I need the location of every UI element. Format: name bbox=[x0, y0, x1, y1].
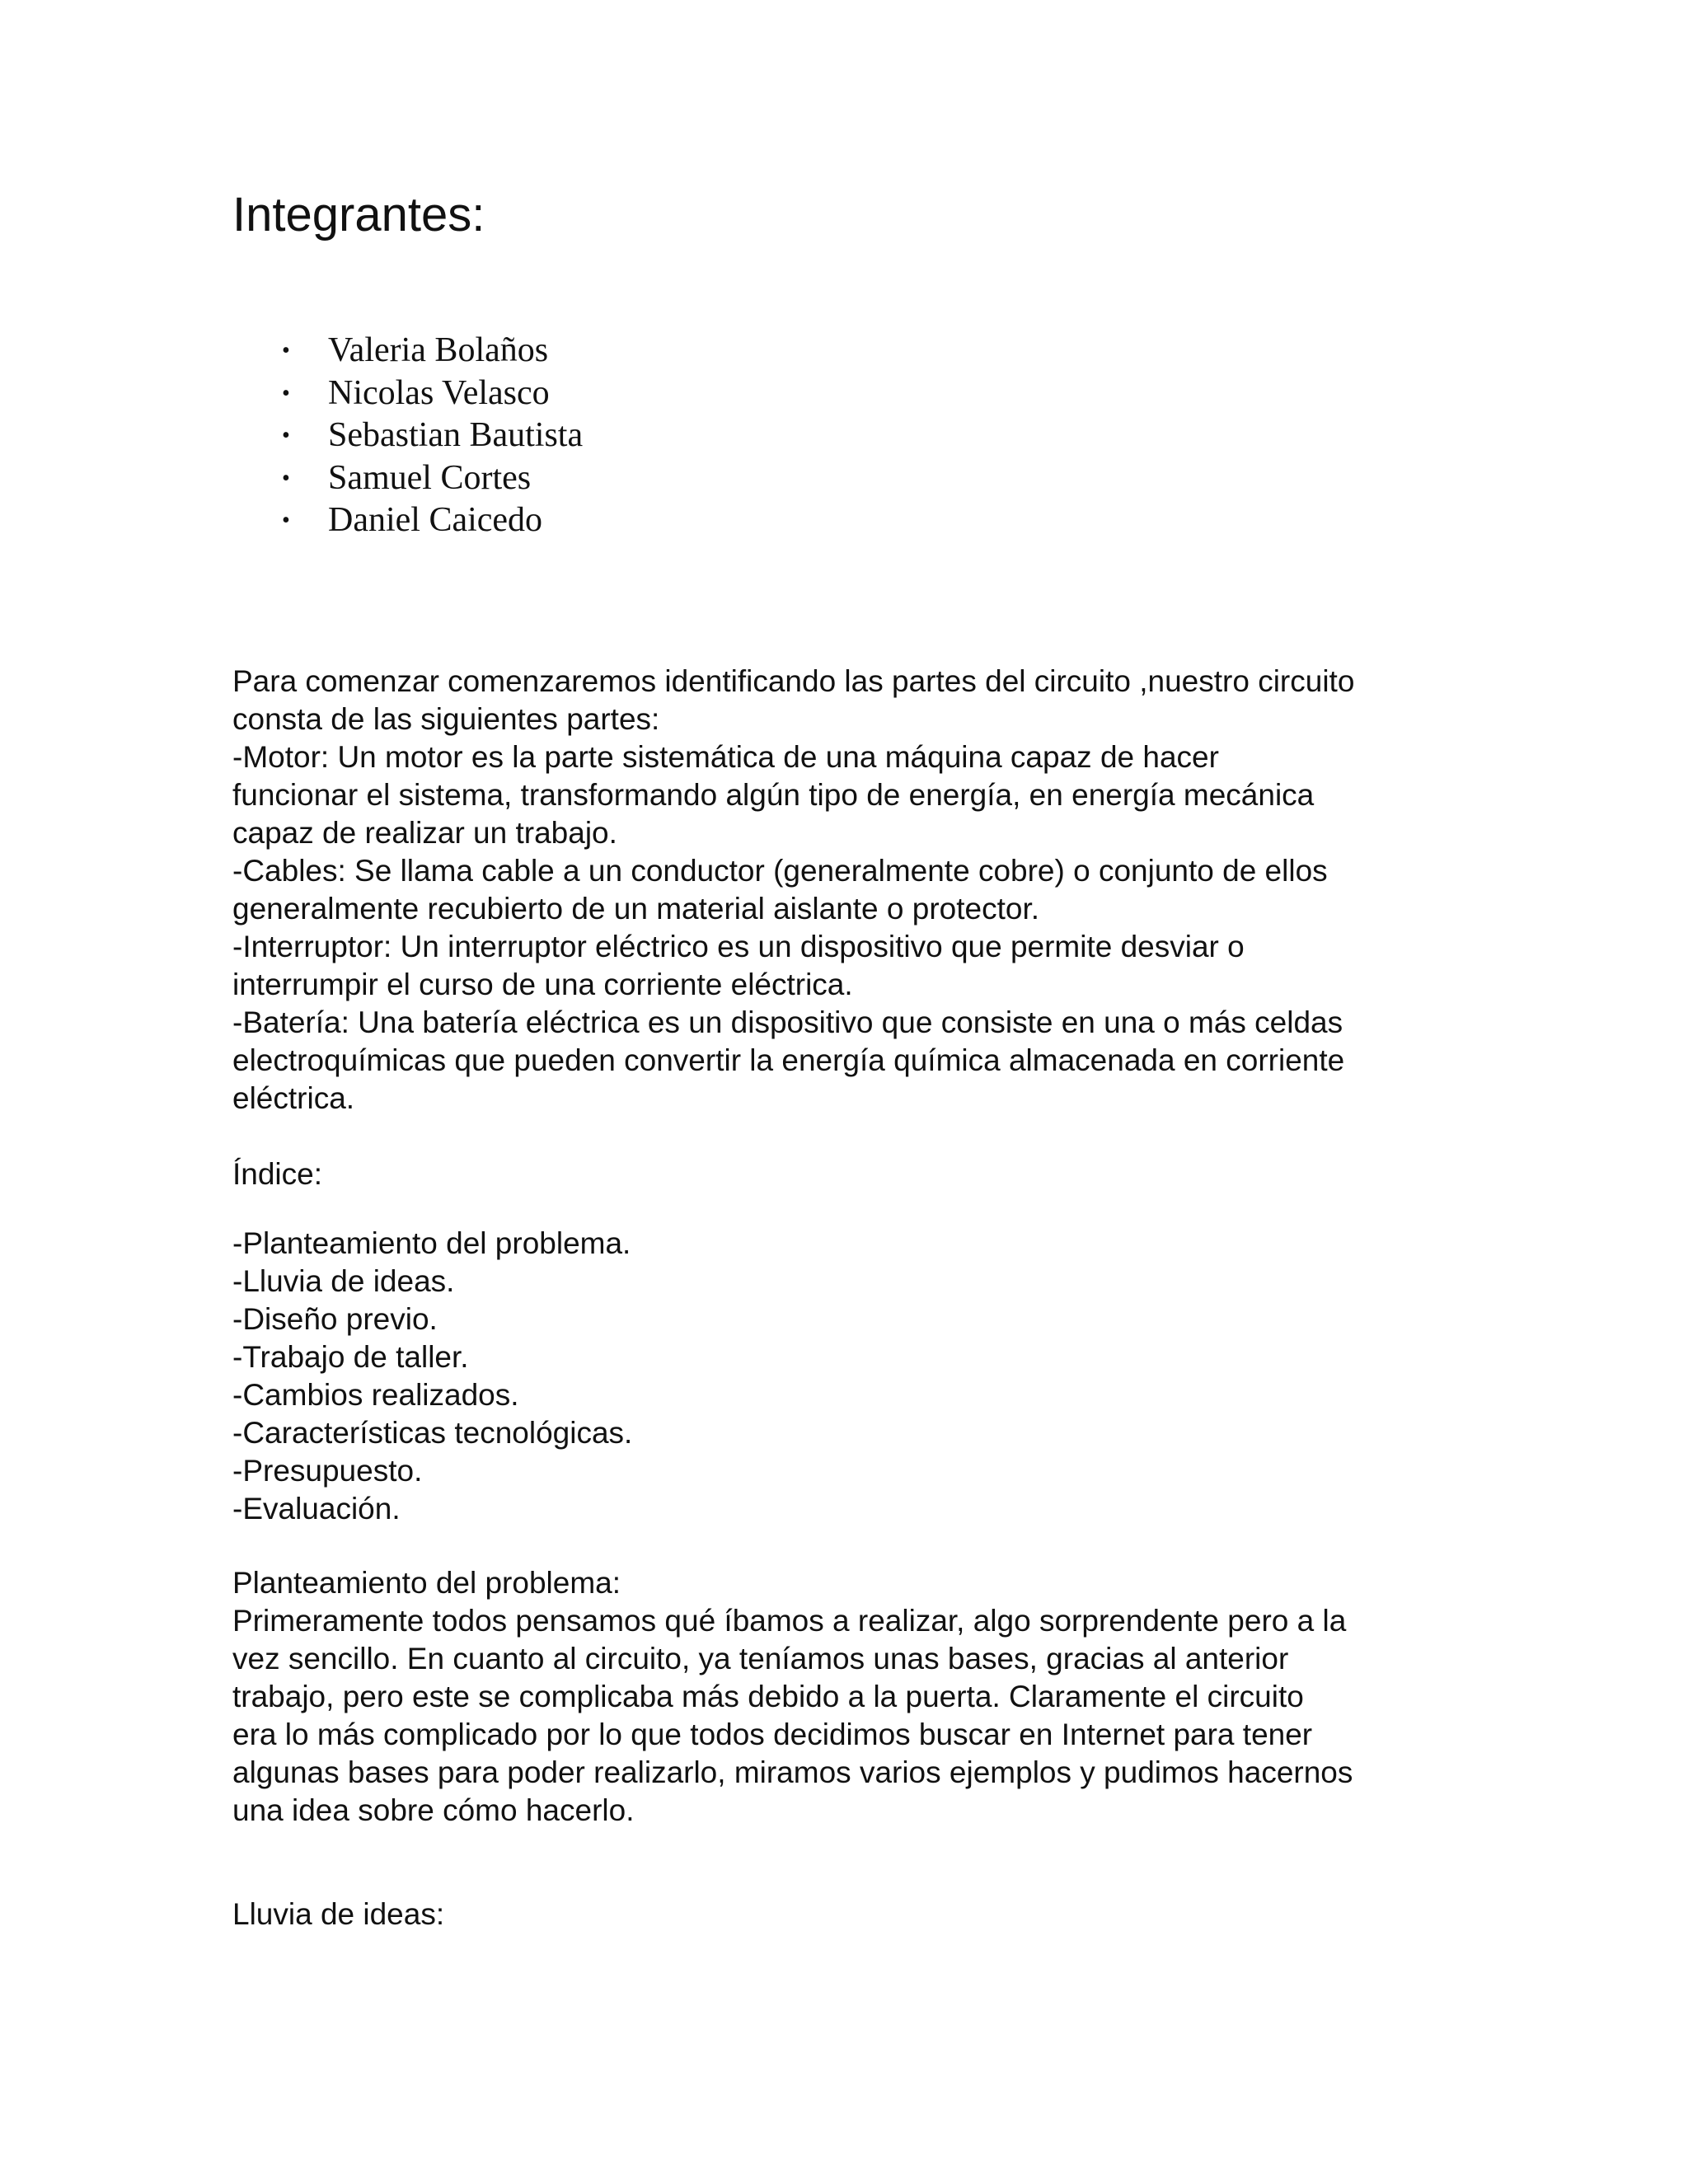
index-heading: Índice: bbox=[232, 1157, 323, 1191]
index-item: -Planteamiento del problema. bbox=[232, 1226, 631, 1260]
members-list bbox=[232, 330, 1386, 542]
problem-line: una idea sobre cómo hacerlo. bbox=[232, 1793, 635, 1827]
intro-line: -Interruptor: Un interruptor eléctrico es un dispositivo que permite desviar o bbox=[232, 930, 1245, 963]
intro-line: -Motor: Un motor es la parte sistemática de una máquina capaz de hacer bbox=[232, 740, 1219, 774]
intro-line: consta de las siguientes partes: bbox=[232, 702, 660, 736]
intro-line: eléctrica. bbox=[232, 1081, 355, 1115]
index-item: -Lluvia de ideas. bbox=[232, 1264, 455, 1298]
problem-heading: Planteamiento del problema: bbox=[232, 1566, 621, 1600]
member-name: Daniel Caicedo bbox=[328, 501, 543, 539]
intro-line: Para comenzar comenzaremos identificando las partes del circuito ,nuestro circuito bbox=[232, 664, 1355, 698]
intro-line: -Batería: Una batería eléctrica es un dispositivo que consiste en una o más celdas bbox=[232, 1005, 1343, 1039]
bullet-icon: • bbox=[282, 508, 290, 533]
index-item: -Presupuesto. bbox=[232, 1454, 423, 1488]
list-item bbox=[232, 415, 1386, 457]
bullet-icon: • bbox=[282, 465, 290, 491]
intro-line: electroquímicas que pueden convertir la energía química almacenada en corriente bbox=[232, 1043, 1345, 1077]
bullet-icon: • bbox=[282, 338, 290, 363]
list-item bbox=[232, 457, 1386, 500]
list-item bbox=[232, 499, 1386, 542]
index-item: -Cambios realizados. bbox=[232, 1378, 519, 1412]
member-name: Sebastian Bautista bbox=[328, 416, 584, 454]
intro-line: generalmente recubierto de un material aislante o protector. bbox=[232, 892, 1040, 926]
member-name: Samuel Cortes bbox=[328, 458, 532, 497]
intro-line: funcionar el sistema, transformando algún tipo de energía, en energía mecánica bbox=[232, 778, 1315, 812]
problem-line: trabajo, pero este se complicaba más debido a la puerta. Claramente el circuito bbox=[232, 1680, 1304, 1713]
member-name: Nicolas Velasco bbox=[328, 373, 550, 412]
index-item: -Diseño previo. bbox=[232, 1302, 438, 1336]
problem-line: Primeramente todos pensamos qué íbamos a realizar, algo sorprendente pero a la bbox=[232, 1604, 1347, 1638]
bullet-icon: • bbox=[282, 423, 290, 448]
problem-line: algunas bases para poder realizarlo, miramos varios ejemplos y pudimos hacernos bbox=[232, 1755, 1353, 1789]
problem-line: era lo más complicado por lo que todos decidimos buscar en Internet para tener bbox=[232, 1718, 1313, 1751]
brainstorm-heading: Lluvia de ideas: bbox=[232, 1897, 445, 1931]
index-item: -Evaluación. bbox=[232, 1492, 401, 1526]
intro-line: interrumpir el curso de una corriente eléctrica. bbox=[232, 968, 853, 1001]
problem-line: vez sencillo. En cuanto al circuito, ya teníamos unas bases, gracias al anterior bbox=[232, 1642, 1289, 1675]
index-item: -Trabajo de taller. bbox=[232, 1340, 469, 1374]
bullet-icon: • bbox=[282, 380, 290, 406]
intro-line: capaz de realizar un trabajo. bbox=[232, 816, 617, 850]
member-name: Valeria Bolaños bbox=[328, 331, 549, 369]
index-item: -Características tecnológicas. bbox=[232, 1416, 633, 1450]
list-item bbox=[232, 373, 1386, 415]
page-title: Integrantes: bbox=[232, 188, 485, 241]
list-item bbox=[232, 330, 1386, 373]
intro-line: -Cables: Se llama cable a un conductor (generalmente cobre) o conjunto de ellos bbox=[232, 854, 1328, 888]
